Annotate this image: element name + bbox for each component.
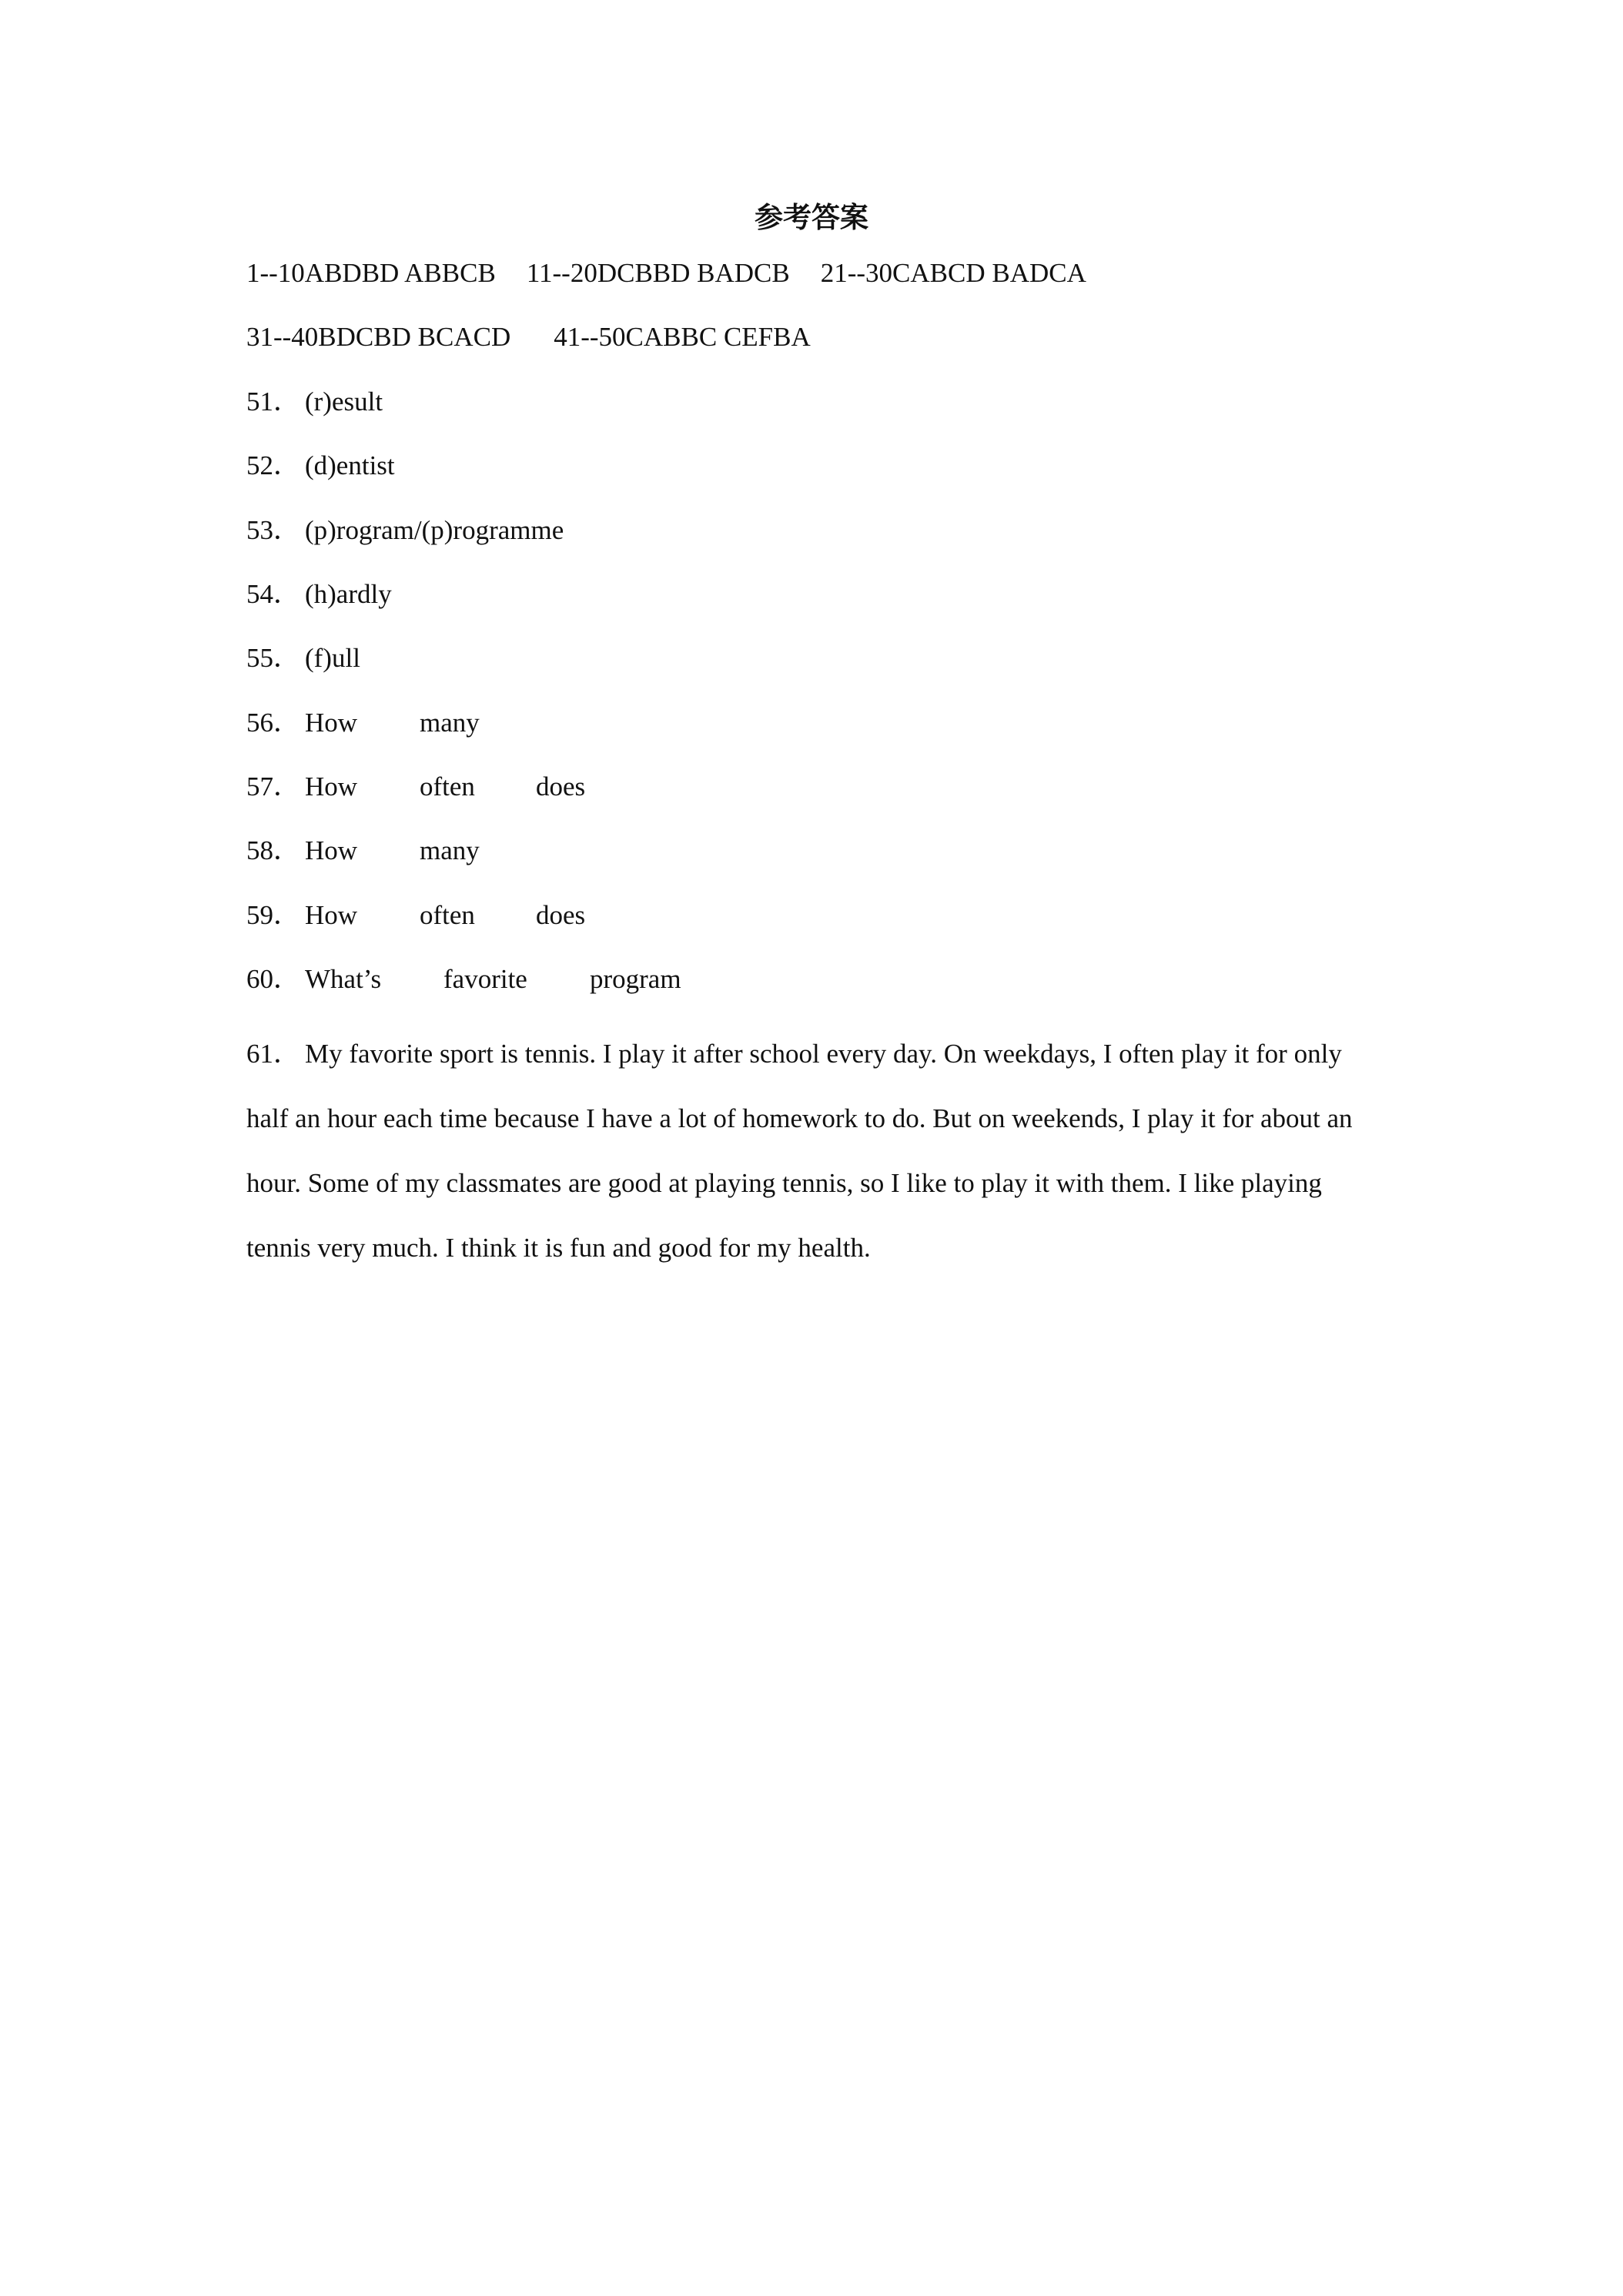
item-number: 54．	[246, 579, 301, 609]
answer-group: 31--40BDCBD BCACD	[246, 322, 511, 352]
item-answer: (d)entist	[305, 450, 395, 480]
answer-item-60	[246, 960, 681, 999]
answer-group: 1--10ABDBD ABBCB	[246, 258, 496, 288]
item-number: 58．	[246, 835, 301, 865]
answer-group: 21--30CABCD BADCA	[820, 258, 1086, 288]
item-answer-word: favorite	[443, 964, 527, 994]
answer-item-56	[246, 704, 480, 742]
answer-item-53	[246, 511, 564, 550]
item-number: 52．	[246, 450, 301, 480]
item-answer-word: How	[305, 835, 358, 865]
answer-item-51	[246, 383, 383, 421]
item-number: 60．	[246, 964, 301, 994]
answer-item-57	[246, 768, 585, 806]
item-answer: (h)ardly	[305, 579, 392, 609]
item-number: 56．	[246, 708, 301, 738]
answer-row-2	[246, 318, 811, 356]
item-number: 55．	[246, 643, 301, 673]
item-answer-word: How	[305, 708, 358, 738]
answer-group: 11--20DCBBD BADCB	[526, 258, 790, 288]
item-answer: (p)rogram/(p)rogramme	[305, 515, 564, 545]
item-answer-word: many	[420, 708, 480, 738]
answer-item-52	[246, 447, 395, 485]
item-answer: (f)ull	[305, 643, 360, 673]
answer-item-58	[246, 832, 480, 870]
item-answer-word: How	[305, 771, 358, 802]
answer-item-59	[246, 896, 585, 935]
item-answer-word: often	[420, 771, 475, 802]
answer-item-55	[246, 639, 360, 678]
item-answer-word: does	[536, 900, 586, 930]
item-answer-word: does	[536, 771, 586, 802]
item-answer-word: How	[305, 900, 358, 930]
page-title: 参考答案	[755, 201, 868, 234]
essay-text: My favorite sport is tennis. I play it after school every day. On weekdays, I often play it for only half an hour each time because I have a lot of homework to do. But on weekends, I play it for about an hour. Some of my classmates are good at playing tennis, so I like to play it with them. I like playing tennis very much. I think it is fun and good for my health.	[246, 1039, 1353, 1263]
item-number: 53．	[246, 515, 301, 545]
item-number: 61．	[246, 1039, 301, 1069]
item-answer-word: many	[420, 835, 480, 865]
answer-row-1	[246, 254, 1086, 293]
item-number: 51．	[246, 387, 301, 417]
item-answer-word: often	[420, 900, 475, 930]
answer-group: 41--50CABBC CEFBA	[554, 322, 811, 352]
item-answer-word: What’s	[305, 964, 382, 994]
item-answer: (r)esult	[305, 387, 383, 417]
item-number: 59．	[246, 900, 301, 930]
answer-item-54	[246, 575, 392, 614]
item-number: 57．	[246, 771, 301, 802]
item-answer-word: program	[590, 964, 681, 994]
answer-item-61-essay	[246, 1022, 1386, 1280]
